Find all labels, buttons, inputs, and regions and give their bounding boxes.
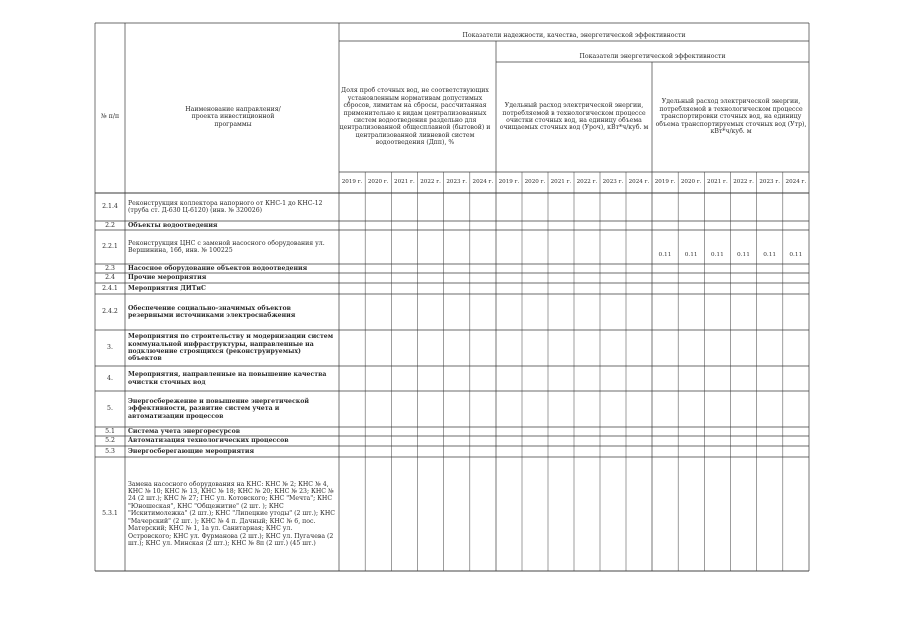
- row-name: Объекты водоотведения: [128, 221, 218, 229]
- row-number: 5.: [107, 405, 113, 413]
- row-number: 2.1.4: [102, 203, 118, 211]
- year-header: 2021 г.: [707, 179, 728, 185]
- energy-title: Показатели энергетической эффективности: [579, 53, 726, 60]
- row-number: 2.2.1: [102, 243, 118, 251]
- row-name: Прочие мероприятия: [128, 274, 207, 282]
- row-name: Автоматизация технологических процессов: [128, 437, 289, 445]
- header-number: № п/п: [100, 113, 120, 121]
- header-col-a: Доля проб сточных вод, не соответствующих установленным нормативам допустимых сбросов, лимитам на сбросы, рассчитанная применительно к видам централизованных систем водоотведения раздельно для централизованной общесплавной (бытовой) и централизованной ливневой систем водоотведения (Дпп), %: [339, 87, 491, 147]
- row-number: 5.1: [105, 427, 115, 435]
- row-name: Обеспечение социально-значимых объектов резервными источниками электроснабжения: [128, 304, 296, 319]
- year-header: 2021 г.: [394, 179, 415, 185]
- header-col-c: Удельный расход электрической энергии, потребляемой в технологическом процессе транспортировки сточных вод, на единицу объема транспортируемых сточных вод (Утр), кВт*ч/куб. м: [655, 98, 807, 136]
- year-header: 2022 г.: [420, 179, 441, 185]
- year-header: 2024 г.: [785, 179, 807, 185]
- row-name: Реконструкция ЦНС с заменой насосного оборудования ул. Вершинина, 16б, инв. № 100225: [128, 239, 325, 254]
- header-project-name: Наименование направления/ проекта инвестиционной программы: [185, 105, 281, 128]
- year-header: 2021 г.: [550, 179, 572, 185]
- row-name: Система учета энергоресурсов: [128, 427, 241, 435]
- value-cell: 0.11: [763, 252, 777, 258]
- value-cell: 0.11: [658, 252, 672, 258]
- year-header: 2022 г.: [576, 179, 598, 185]
- year-header: 2020 г.: [367, 179, 389, 185]
- year-header: 2023 г.: [759, 179, 781, 185]
- year-header: 2023 г.: [602, 179, 624, 185]
- row-number: 5.2: [105, 437, 115, 445]
- row-number: 5.3: [105, 447, 115, 455]
- row-name: Мероприятия ДИТиС: [128, 284, 206, 292]
- year-header: 2019 г.: [341, 179, 363, 185]
- row-name: Замена насосного оборудования на КНС: КНС № 2; КНС № 4, КНС № 10; КНС № 13, КНС № 18; КНС № 20; КНС № 23; КНС № 24 (2 шт.); КНС № 27; ГНС ул. Котовского; КНС "Мечта"; КНС "Юношеская", КНС "Общежитие" (2 шт. ); КНС "Искитимолежка" (2 шт.); КНС "Липецкие утоды" (2 шт.); КНС "Мачерский" (2 шт. ); КНС № 4 п. Дачный; КНС № 6, пос. Матерский; КНС № 1, 1а ул. Санитарная; КНС ул. Островского; КНС ул. Фурманова (2 шт.); КНС ул. Пугачева (2 шт.); КНС ул. Минская (2 шт.); КНС № 8п (2 шт.) (45 шт.): [128, 480, 335, 547]
- row-number: 2.4.1: [102, 284, 118, 292]
- row-name: Энергосбережение и повышение энергетической эффективности, развитие систем учета и автоматизации процессов: [128, 397, 309, 420]
- value-cell: 0.11: [684, 252, 698, 258]
- year-header: 2020 г.: [680, 179, 702, 185]
- year-header: 2019 г.: [654, 179, 676, 185]
- row-number: 3.: [107, 344, 113, 352]
- year-header: 2019 г.: [498, 179, 520, 185]
- row-number: 2.4: [105, 274, 115, 282]
- value-cell: 0.11: [737, 252, 750, 258]
- value-cell: 0.11: [710, 252, 724, 258]
- row-name: Энергосберегающие мероприятия: [128, 447, 255, 455]
- year-header: 2023 г.: [446, 179, 468, 185]
- year-header: 2024 г.: [628, 179, 650, 185]
- row-name: Насосное оборудование объектов водоотведения: [128, 264, 308, 272]
- row-name: Мероприятия, направленные на повышение качества очистки сточных вод: [128, 371, 327, 386]
- year-header: 2022 г.: [733, 179, 754, 185]
- indicators-title: Показатели надежности, качества, энергетической эффективности: [462, 32, 686, 39]
- row-number: 2.3: [105, 264, 115, 272]
- row-name: Реконструкция коллектора напорного от КНС-1 до КНС-12 (труба ст. Д-630 Ц-6120) (инв. № 320026): [128, 199, 323, 214]
- year-header: 2024 г.: [472, 179, 494, 185]
- row-number: 5.3.1: [102, 510, 118, 518]
- row-name: Мероприятия по строительству и модернизации систем коммунальной инфраструктуры, направленные на подключение строящихся (реконструируемых) объектов: [128, 333, 334, 363]
- year-header: 2020 г.: [524, 179, 546, 185]
- row-number: 2.2: [105, 221, 115, 229]
- header-col-b: Удельный расход электрической энергии, потребляемой в технологическом процессе очистки сточных вод, на единицу объема очищаемых сточных вод (Уроч), кВт*ч/куб. м: [499, 102, 649, 132]
- row-number: 4.: [107, 374, 113, 382]
- row-number: 2.4.2: [102, 308, 118, 316]
- value-cell: 0.11: [789, 252, 803, 258]
